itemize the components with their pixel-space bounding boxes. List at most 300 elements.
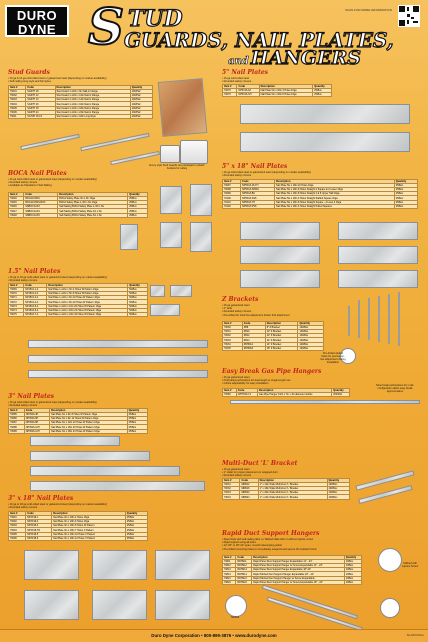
table-cell: 70004: [9, 102, 26, 106]
stud-guards-title: Stud Guards: [8, 69, 50, 76]
table-cell: Nail Plate 3in x 18in 12 Holes X Pattern: [52, 536, 126, 540]
table-cell: SNBOCA1X6: [24, 213, 58, 217]
table-cell: GPHSX12-3: [236, 393, 257, 397]
table-cell: Nail Plate 1-1/2in x 5in 8 Holes W Pattern 16ga: [47, 292, 128, 296]
table-header-cell: Code: [240, 479, 258, 483]
table-cell: NP3X18-5: [26, 532, 52, 536]
zbrackets-table: [222, 321, 324, 351]
table-cell: 25/Box: [128, 201, 148, 205]
stud-guard-long-3: [110, 151, 160, 165]
table-cell: 70072: [9, 300, 24, 304]
table-cell: 70005: [9, 106, 26, 110]
table-cell: 100/Pail: [130, 114, 152, 118]
pail-note: Every style Stud Guards are packaged in plastic buckets for safety: [149, 164, 205, 170]
table-cell: Nail Plate 3in x 18in 4 Holes 16ga: [52, 516, 126, 520]
bullet: • 2" wide: [222, 307, 290, 310]
bullet: • Pre-drilled for shelf but adjustment button find attachment: [222, 314, 290, 317]
table-cell: RDHS14: [236, 572, 252, 576]
table-cell: 70030: [223, 326, 243, 330]
table-row: [9, 532, 148, 536]
table-cell: 70089: [9, 429, 25, 433]
table-cell: 14" Z Bracket: [265, 342, 298, 346]
bullet: • 12"-20" or 18"-24" span, smooth telescoping action: [222, 544, 319, 547]
table-header-cell: Quantity: [344, 556, 361, 560]
table-cell: 100/Pail: [130, 98, 152, 102]
nail3x18-plate-3: [155, 550, 210, 580]
table-cell: Stud Guard 1-1/2in x 6in Nail-in Flange: [55, 90, 130, 94]
table-header-cell: Description: [275, 180, 395, 184]
table-cell: 70011: [9, 114, 26, 118]
nail3x18-title: 3" x 18" Nail Plates: [8, 495, 74, 502]
table-cell: RDHS13: [236, 568, 252, 572]
table-cell: Stud Guard 1-1/2in x 12in Nail-in Flange: [55, 94, 130, 98]
table-cell: Nail Plate 1-1/2in x 18in 24 Holes W Pattern 18ga: [47, 308, 128, 312]
table-cell: NP1516-5-4: [24, 304, 47, 308]
nail5x18-table: [222, 179, 418, 209]
table-cell: Rapid Panel Duct Support Hanger w/ Screw Expandable 18" - 24": [252, 580, 345, 584]
table-cell: Self-Nailing BOCA Safety Plate 1-3/8 x 3in: [58, 205, 128, 209]
table-cell: 70034: [223, 342, 243, 346]
table-cell: Nail Plate 5in x 18in 4 Holes 16ga: [259, 89, 313, 93]
footer-contact: Duro Dyne Corporation • 800-899-3876 • www.durodyne.com: [151, 633, 277, 638]
table-cell: 70821: [223, 576, 236, 580]
table-header-cell: Item #: [9, 284, 24, 288]
table-cell: 100/Pail: [130, 90, 152, 94]
table-cell: RDHS21: [236, 576, 252, 580]
z-bracket-2: [358, 300, 360, 338]
logo-line-1: DURO: [16, 8, 58, 23]
table-cell: 100/Pail: [130, 106, 152, 110]
table-cell: 100/Box: [298, 330, 324, 334]
table-cell: NP3X18-2: [26, 520, 52, 524]
table-cell: 70075: [223, 89, 237, 93]
boca-plate-4: [160, 222, 182, 248]
table-cell: 70048: [9, 213, 24, 217]
table-cell: 8" Z Bracket: [265, 326, 298, 330]
table-cell: NP1516-3-4: [24, 296, 47, 300]
table-header-cell: Quantity: [128, 193, 148, 197]
bullet: • 16 ga galvanized steel: [222, 376, 321, 379]
table-cell: 25/Box: [394, 192, 417, 196]
table-cell: Nail Plate 3in x 9in 12 Holes W Pattern 16ga: [50, 417, 128, 421]
title-initial: S: [88, 0, 125, 56]
gas-bullets: [222, 376, 321, 386]
table-cell: SG67H 16: [26, 102, 55, 106]
table-cell: Self-Nailing BOCA Safety Plate 6in x 3in: [58, 213, 128, 217]
table-cell: 25/Box: [394, 188, 417, 192]
qr-label: SCAN FOR MORE INFORMATION: [345, 8, 392, 12]
table-cell: 70094: [9, 528, 26, 532]
nail15-plate-4: [28, 340, 208, 348]
nail5x18-plate-6: [338, 270, 418, 288]
table-cell: NP1518-6-4: [24, 308, 47, 312]
rapid-title: Rapid Duct Support Hangers: [222, 530, 320, 537]
nail15-plate-3: [150, 304, 180, 316]
table-cell: 100/Box: [298, 338, 324, 342]
table-cell: SG67H 12: [26, 94, 55, 98]
title-line-2: GUARDS, NAIL PLATES,: [124, 28, 394, 52]
boca-plate-3: [120, 224, 138, 250]
table-header-cell: Code: [24, 193, 58, 197]
bullet: • 16 ga & 14 ga cold-rolled steel or galvanized steel (depending on market availability): [8, 77, 107, 80]
nail5-section: [222, 69, 268, 83]
table-cell: 70811: [223, 560, 236, 564]
table-cell: Nail Plate 5in x 18in 4 Holes Straight Staffed Square 16ga: [275, 196, 395, 200]
table-cell: Nail Plate 5in x 18in 8 Holes Straight 2 Square & 2 Lower 16ga: [275, 188, 395, 192]
z-bracket-3: [368, 298, 370, 340]
table-row: [9, 536, 148, 540]
table-cell: SG67H 18: [26, 90, 55, 94]
bullet: • Rigid support using all sizes: [222, 541, 319, 544]
table-header-cell: Description: [259, 85, 313, 89]
table-header-cell: Code: [241, 180, 275, 184]
table-cell: RDHS11: [236, 560, 252, 564]
table-cell: 25/Box: [128, 209, 148, 213]
nail5-title: 5" Nail Plates: [222, 69, 269, 76]
footer: [0, 629, 428, 642]
table-cell: 1" x 20in Wide Multi-Duct 'L' Bracket: [258, 491, 327, 495]
nail3x18-plate-6: [155, 590, 210, 620]
rapid-section: [222, 530, 319, 551]
table-cell: 70001: [9, 90, 26, 94]
title-line-3: [228, 47, 361, 69]
table-cell: 200/Pail: [332, 393, 350, 397]
table-header-cell: Quantity: [394, 180, 417, 184]
table-cell: 10/Box: [344, 568, 361, 572]
rapid-table: [222, 555, 362, 585]
table-cell: 70096: [9, 536, 26, 540]
table-cell: 70035: [223, 346, 243, 350]
multi-table: [222, 478, 350, 500]
bullet: • 16 ga or 18 ga cold-rolled steel or galvanized steel (depending on market availability): [8, 503, 107, 506]
table-cell: 25/Box: [127, 421, 147, 425]
table-header-cell: Code: [24, 284, 47, 288]
table-cell: NP5X16-18: [237, 89, 259, 93]
table-cell: 70031: [223, 330, 243, 334]
z-bracket-6: [398, 292, 400, 346]
table-header-cell: Item #: [223, 85, 237, 89]
table-cell: Nail Plate 5in x 18in 4 Holes Straight Pulled Squares: [275, 204, 395, 208]
table-cell: 70095: [9, 532, 26, 536]
nail3-title: 3" Nail Plates: [8, 393, 55, 400]
table-cell: ZB14: [242, 338, 265, 342]
table-cell: 25/Box: [127, 425, 147, 429]
table-cell: 70813: [223, 568, 236, 572]
bullet: • Infinite adjustability for easy installation: [222, 382, 321, 385]
table-cell: Nail Plate 1-1/2in x 24in 32 Holes W Pattern 18ga: [47, 312, 128, 316]
nail15-section: [8, 268, 107, 282]
bullet: • Rounded safety corners: [8, 181, 97, 184]
table-header-cell: Description: [265, 322, 298, 326]
table-cell: ZB10: [242, 330, 265, 334]
table-header-cell: Quantity: [327, 479, 350, 483]
table-cell: NP3X18-3: [26, 524, 52, 528]
table-header-cell: Quantity: [332, 389, 350, 393]
table-header-cell: Item #: [223, 479, 240, 483]
table-header-cell: Item #: [9, 512, 26, 516]
table-cell: 100/Box: [298, 342, 324, 346]
table-cell: NP5X18-16-TH: [241, 184, 275, 188]
table-cell: 70099: [223, 192, 241, 196]
nail15-plate-5: [28, 355, 208, 363]
table-cell: 10/Box: [344, 576, 361, 580]
table-cell: 12" Z Bracket: [265, 334, 298, 338]
zbrackets-title: Z Brackets: [222, 296, 259, 303]
table-header-cell: Quantity: [128, 284, 148, 288]
table-cell: 70033: [223, 491, 240, 495]
nail15-bullets: [8, 276, 107, 282]
table-cell: Rapid Panel Duct Support Hanger w/ Screw Expandable 11" - 24": [252, 564, 345, 568]
table-cell: NP3516-4H: [24, 413, 49, 417]
rapid-note-captive: Tabbed with captive Screw: [401, 562, 419, 568]
table-cell: Nail Plate 3in x 18in 6 Holes 16ga: [52, 520, 126, 524]
nail5x18-plate-2: [338, 222, 418, 240]
table-cell: 25/Box: [125, 532, 147, 536]
multi-bullets: [222, 468, 297, 478]
stud-guards-table: [8, 85, 153, 119]
table-row: [9, 213, 148, 217]
table-row: [223, 93, 332, 97]
table-header-cell: Item #: [223, 556, 236, 560]
table-header-cell: Description: [55, 86, 130, 90]
table-cell: 70069: [9, 288, 24, 292]
table-row: [9, 312, 148, 316]
nail5x18-title: 5" x 18" Nail Plates: [222, 163, 288, 170]
table-cell: NP5X18-PSS: [241, 204, 275, 208]
nail3x18-plate-1: [24, 550, 79, 580]
bullet: • 16 ga or 18 ga cold-rolled steel or galvanized steel (depending on market availability): [8, 276, 107, 279]
table-cell: Rapid Tabbed Duct Support Hanger w/ Screw Expandable: [252, 576, 345, 580]
table-cell: NP1516-2-4: [24, 292, 47, 296]
gas-hanger: [230, 400, 420, 404]
nail3-plate-3: [30, 466, 180, 476]
table-cell: 25/Box: [125, 528, 147, 532]
table-cell: BOCA Safety Plate 1-3/8 x 3in 16ga: [58, 201, 128, 205]
table-cell: 25/Box: [394, 204, 417, 208]
table-row: [223, 89, 332, 93]
nail3-bullets: [8, 401, 97, 407]
bullet: • Rounded safety corners: [222, 174, 311, 177]
nail5x18-section: [222, 163, 311, 177]
table-row: [223, 580, 362, 584]
zbrackets-section: [222, 296, 290, 317]
nail5x18-plate-3: [240, 246, 320, 264]
table-cell: MDB24: [240, 495, 258, 499]
table-header-cell: Item #: [223, 180, 241, 184]
table-cell: NP3516-12H: [24, 429, 49, 433]
table-cell: RDHS12: [236, 564, 252, 568]
table-row: [223, 204, 418, 208]
table-cell: 70086: [9, 417, 25, 421]
nail3-plate-4: [30, 481, 205, 491]
bullet: • Pre-drilled mounting holes to immediately suspend and secure the bracket's bind: [222, 548, 319, 551]
table-cell: NP5X16-SH: [237, 93, 259, 97]
bullet: • Rounded safety corners: [8, 279, 107, 282]
bullet: • Steel Style with self-nailing tabs, to Tabbed Nails with or without captive screw: [222, 538, 319, 541]
rapid-tabbed-detail: [225, 595, 247, 617]
table-cell: 70091: [9, 516, 26, 520]
bullet: • Rounded safety corners: [8, 506, 107, 509]
logo-line-2: DYNE: [17, 22, 57, 37]
bullet: • Rounded safety corners: [222, 80, 268, 83]
table-header-cell: Item #: [223, 389, 237, 393]
table-cell: 14" Z Bracket: [265, 338, 298, 342]
table-row: [9, 114, 153, 118]
gas-table: [222, 388, 350, 397]
table-cell: NP1518-7-4: [24, 312, 47, 316]
table-cell: 100/Pail: [130, 110, 152, 114]
footer-code: SG-NP-HA Rev: [406, 634, 424, 637]
table-cell: 50/Box: [128, 300, 148, 304]
zbrackets-bullets: [222, 304, 290, 317]
bullet: • Perforated perforations for dual length or single length use: [222, 379, 321, 382]
table-cell: 70045: [9, 201, 24, 205]
nail3x18-table: [8, 511, 148, 541]
gas-title: Easy Break Gas Pipe Hangers: [222, 368, 322, 375]
table-cell: 100/Pail: [130, 94, 152, 98]
nail3x18-plate-2: [92, 550, 147, 580]
table-cell: 10" Z Bracket: [265, 330, 298, 334]
table-cell: NP5X18-SSS: [241, 196, 275, 200]
table-header-cell: Item #: [223, 322, 243, 326]
table-cell: 70102: [223, 204, 241, 208]
table-cell: BOCA Safety Plate 3in x 3in 16ga: [58, 197, 128, 201]
table-header-cell: Item #: [9, 86, 26, 90]
table-cell: 70032: [223, 487, 240, 491]
table-header-cell: Item #: [9, 409, 25, 413]
header: [0, 0, 428, 69]
table-cell: 70082: [223, 393, 237, 397]
table-row: [9, 524, 148, 528]
nail5-bullets: [222, 77, 268, 83]
table-cell: 70088: [9, 425, 25, 429]
table-cell: Rapid Tabbed Duct Support Hanger Expandable 18" - 24": [252, 572, 345, 576]
nail15-plate-6: [28, 370, 208, 378]
bullet: • Rounded safety corners: [222, 310, 290, 313]
table-cell: 70814: [223, 572, 236, 576]
rapid-tab-detail: [378, 548, 402, 572]
title-line-1: TUD: [128, 6, 183, 32]
table-cell: ZB8: [242, 326, 265, 330]
table-cell: Stud Guard 1-1/2in x 18in Nail-in Flange: [55, 106, 130, 110]
table-header-cell: Code: [24, 409, 49, 413]
table-cell: NP3X18-1: [26, 516, 52, 520]
table-cell: 25/Box: [394, 196, 417, 200]
rapid-bullets: [222, 538, 319, 551]
table-cell: 50/Box: [128, 292, 148, 296]
bullet: • 16 ga cold-rolled steel: [222, 77, 268, 80]
table-cell: 70093: [9, 524, 26, 528]
table-cell: NP3X18-TN: [26, 528, 52, 532]
table-cell: SNBOCA1X3: [24, 205, 58, 209]
multi-title: Multi-Duct 'L' Bracket: [222, 460, 298, 467]
stud-guard-photo: [158, 78, 208, 137]
table-cell: 1" x 24in Wide Multi-Duct 'L' Bracket: [258, 495, 327, 499]
table-cell: Nail Plate 5in x 18in 8 Holes Straight Square - 4 Lines 4 16ga: [275, 200, 395, 204]
table-cell: 100/Box: [298, 334, 324, 338]
table-cell: 100/Box: [298, 346, 324, 350]
table-cell: Stud Guard 1-1/2in x 18in Long-Style: [55, 114, 130, 118]
table-row: [223, 346, 324, 350]
table-row: [9, 516, 148, 520]
nail3-plate-1: [30, 436, 120, 446]
boca-plate-5: [190, 222, 212, 252]
boca-title: BOCA Nail Plates: [8, 170, 67, 177]
qr-code-icon[interactable]: [398, 5, 420, 27]
nail3x18-plate-5: [92, 590, 147, 620]
table-cell: Gas Pipe Hanger 1/2in x 7in x 3in diameter double: [258, 393, 332, 397]
stud-guards-bullets: [8, 77, 107, 83]
table-cell: 70046: [9, 197, 24, 201]
table-cell: MDB16: [240, 487, 258, 491]
table-header-cell: Description: [52, 512, 126, 516]
table-header-cell: Quantity: [313, 85, 332, 89]
table-cell: 25/Box: [394, 200, 417, 204]
table-cell: 25/Box: [125, 536, 147, 540]
table-cell: ZBHD14: [242, 342, 265, 346]
multi-section: [222, 460, 297, 478]
table-header-cell: Code: [26, 86, 55, 90]
table-cell: 70032: [223, 334, 243, 338]
table-cell: Nail Plate 3in x 16in 20 Holes W Pattern 16ga: [50, 425, 128, 429]
nail15-plate-1: [150, 285, 165, 297]
nail5x18-plate-5: [240, 270, 320, 288]
table-cell: 25/Box: [125, 524, 147, 528]
boca-plate-1: [160, 186, 182, 214]
boca-section: [8, 170, 97, 188]
table-cell: 70033: [223, 338, 243, 342]
table-cell: 100/Pail: [130, 102, 152, 106]
table-cell: NP3X18-6: [26, 536, 52, 540]
table-cell: 70003: [9, 98, 26, 102]
table-cell: 25/Box: [127, 429, 147, 433]
nail15-title: 1.5" Nail Plates: [8, 268, 61, 275]
table-cell: 25/Box: [313, 89, 332, 93]
bullet: • 16 ga cold-rolled steel or galvanized steel (depending on market availability): [8, 178, 97, 181]
table-cell: 1" x 16in Wide Multi-Duct 'L' Bracket: [258, 487, 327, 491]
table-cell: 50/Box: [128, 308, 148, 312]
table-cell: NP3516-6H: [24, 417, 49, 421]
bullet: • 16 ga cold-rolled steel or galvanized steel (depending on market availability): [8, 401, 97, 404]
table-cell: Nail Plate 3in x 12in 16 Holes W Pattern 16ga: [50, 421, 128, 425]
table-cell: 100/Box: [327, 487, 350, 491]
table-cell: 10/Box: [344, 560, 361, 564]
table-cell: RDHS22: [236, 580, 252, 584]
table-header-cell: Description: [258, 479, 327, 483]
table-cell: ZBHD18: [242, 346, 265, 350]
stud-guard-long-2: [80, 133, 149, 151]
table-header-cell: Code: [242, 322, 265, 326]
bullet: • Available as Standard or Self-Nailing: [8, 184, 97, 187]
table-header-cell: Quantity: [125, 512, 147, 516]
table-cell: Nail Plate 1-1/2in x 12in 20 Holes W Pattern 16ga: [47, 304, 128, 308]
table-row: [223, 487, 350, 491]
pail-small-icon: [160, 145, 180, 163]
table-row: [223, 483, 350, 487]
bullet: • 16 ga cold-rolled steel or galvanized steel (depending on market availability): [222, 171, 311, 174]
table-cell: 70822: [223, 580, 236, 584]
bullet: • Rounded safety corners: [8, 404, 97, 407]
table-cell: 25/Box: [125, 520, 147, 524]
table-cell: Nail Plate 3in x 18in 10 Holes X Pattern: [52, 532, 126, 536]
table-header-cell: Description: [58, 193, 128, 197]
table-cell: 100/Box: [327, 491, 350, 495]
bullet: • 16 ga galvanized steel: [222, 468, 297, 471]
z-bracket-5: [388, 294, 390, 344]
table-row: [9, 528, 148, 532]
table-cell: SNBOCA1X4: [24, 209, 58, 213]
nail5x18-plate-1: [240, 222, 320, 240]
